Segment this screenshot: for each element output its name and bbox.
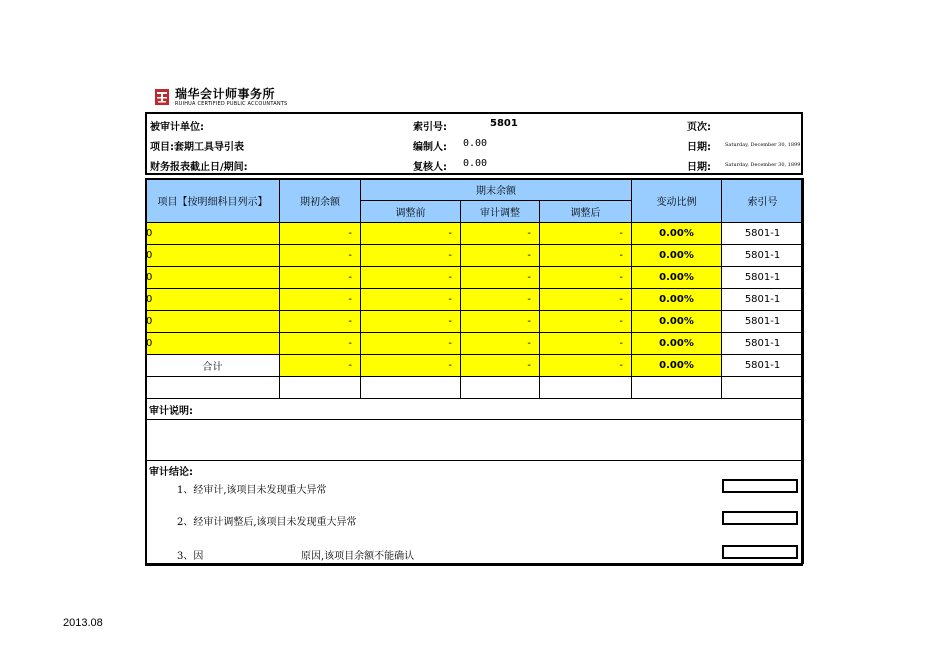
blank-cell[interactable] [146,377,280,399]
table-row [146,289,804,311]
before-cell[interactable]: - [361,267,461,289]
after-cell[interactable]: - [540,223,632,245]
before-cell[interactable]: - [361,311,461,333]
total-adjust-cell[interactable]: - [461,355,540,377]
ratio-cell[interactable]: 0.00% [632,245,722,267]
table-row [146,223,804,245]
project-label: 项目:套期工具导引表 [150,142,244,153]
conclusion-label: 审计结论: [149,467,193,478]
adjust-cell[interactable]: - [461,289,540,311]
conclusion-3b-text: 原因,该项目余额不能确认 [301,551,415,562]
opening-cell[interactable]: - [280,223,361,245]
conclusion-cell [146,461,804,564]
audit-note-field[interactable] [146,420,804,461]
blank-row [146,377,804,399]
before-cell[interactable]: - [361,333,461,355]
ratio-cell[interactable]: 0.00% [632,311,722,333]
ratio-cell[interactable]: 0.00% [632,333,722,355]
date1-value: Saturday, December 30, 1899 [725,142,801,148]
version-footer: 2013.08 [63,617,103,629]
firm-name-cn: 瑞华会计师事务所 [175,86,276,101]
conclusion-2-checkbox[interactable] [722,511,798,525]
conclusion-2-text: 2、经审计调整后,该项目未发现重大异常 [177,517,357,528]
col-adjust-header: 审计调整 [461,201,540,223]
item-cell[interactable]: 0 [146,245,280,267]
total-row [146,355,804,377]
after-cell[interactable]: - [540,245,632,267]
index-value: 5801 [490,118,518,129]
audited-unit-label: 被审计单位: [150,122,204,133]
col-index-header: 索引号 [722,179,804,223]
after-cell[interactable]: - [540,267,632,289]
table-row [146,245,804,267]
firm-name-en: RUIHUA CERTIFIED PUBLIC ACCOUNTANTS [175,100,288,107]
opening-cell[interactable]: - [280,245,361,267]
conclusion-1-text: 1、经审计,该项目未发现重大异常 [177,485,327,496]
audit-note-body [146,420,804,461]
item-cell[interactable]: 0 [146,289,280,311]
index-cell[interactable]: 5801-1 [722,223,804,245]
blank-cell[interactable] [361,377,461,399]
conclusion-3-checkbox[interactable] [722,545,798,559]
ratio-cell[interactable]: 0.00% [632,267,722,289]
adjust-cell[interactable]: - [461,333,540,355]
total-after-cell[interactable]: - [540,355,632,377]
after-cell[interactable]: - [540,289,632,311]
opening-cell[interactable]: - [280,333,361,355]
reviewer-value: 0.00 [463,158,488,169]
col-ratio-header: 变动比例 [632,179,722,223]
blank-cell[interactable] [632,377,722,399]
blank-cell[interactable] [461,377,540,399]
blank-cell[interactable] [722,377,804,399]
table-row [146,333,804,355]
page-label: 页次: [687,122,711,133]
opening-cell[interactable]: - [280,289,361,311]
item-cell[interactable]: 0 [146,311,280,333]
period-label: 财务报表截止日/期间: [150,162,248,173]
before-cell[interactable]: - [361,223,461,245]
blank-cell[interactable] [280,377,361,399]
table-row [146,267,804,289]
before-cell[interactable]: - [361,289,461,311]
index-cell[interactable]: 5801-1 [722,311,804,333]
firm-seal-icon [154,87,170,107]
adjust-cell[interactable]: - [461,311,540,333]
date2-value: Saturday, December 30, 1899 [725,162,801,168]
opening-cell[interactable]: - [280,311,361,333]
total-ratio-cell[interactable]: 0.00% [632,355,722,377]
preparer-label: 编制人: [413,142,447,153]
lead-schedule-table [145,178,804,564]
total-index-cell[interactable]: 5801-1 [722,355,804,377]
ratio-cell[interactable]: 0.00% [632,289,722,311]
index-label: 索引号: [413,122,447,133]
item-cell[interactable]: 0 [146,333,280,355]
index-cell[interactable]: 5801-1 [722,289,804,311]
adjust-cell[interactable]: - [461,223,540,245]
date2-label: 日期: [687,162,711,173]
total-before-cell[interactable]: - [361,355,461,377]
adjust-cell[interactable]: - [461,245,540,267]
firm-logo [154,85,287,109]
col-closing-group-header: 期末余额 [361,179,632,201]
col-item-header: 项目【按明细科目列示】 [146,179,280,223]
col-opening-header: 期初余额 [280,179,361,223]
col-before-header: 调整前 [361,201,461,223]
total-opening-cell[interactable]: - [280,355,361,377]
reviewer-label: 复核人: [413,162,447,173]
after-cell[interactable]: - [540,311,632,333]
date1-label: 日期: [687,142,711,153]
blank-cell[interactable] [540,377,632,399]
conclusion-3a-text: 3、因 [177,551,204,562]
after-cell[interactable]: - [540,333,632,355]
preparer-value: 0.00 [463,138,488,149]
audit-note-row [146,399,804,420]
index-cell[interactable]: 5801-1 [722,245,804,267]
opening-cell[interactable]: - [280,267,361,289]
item-cell[interactable]: 0 [146,223,280,245]
conclusion-row [146,461,804,564]
before-cell[interactable]: - [361,245,461,267]
table-row [146,311,804,333]
item-cell[interactable]: 0 [146,267,280,289]
ratio-cell[interactable]: 0.00% [632,223,722,245]
audit-note-label: 审计说明: [146,399,804,420]
total-label: 合计 [146,355,280,377]
conclusion-1-checkbox[interactable] [722,479,798,493]
col-after-header: 调整后 [540,201,632,223]
worksheet-header [145,112,803,175]
index-cell[interactable]: 5801-1 [722,333,804,355]
index-cell[interactable]: 5801-1 [722,267,804,289]
adjust-cell[interactable]: - [461,267,540,289]
